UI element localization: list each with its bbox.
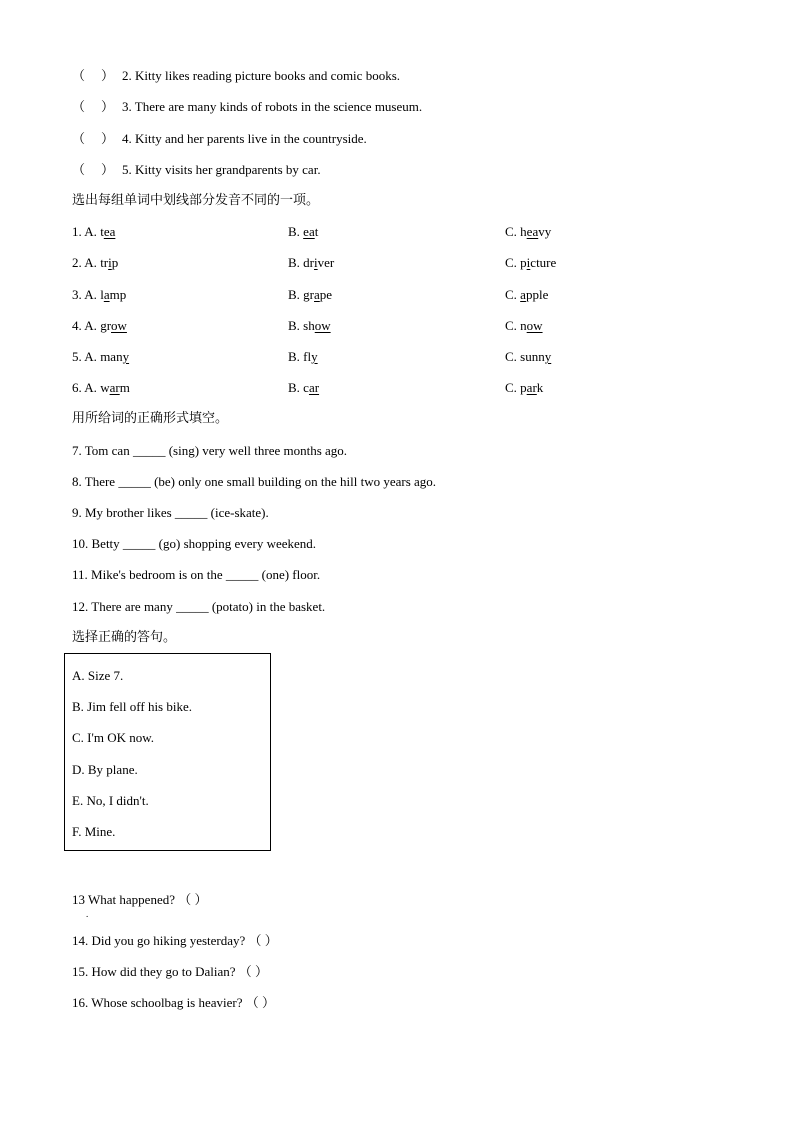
pronunciation-row [72, 224, 732, 240]
word: grape [303, 287, 333, 302]
underlined-part: a [103, 287, 110, 302]
item-text: Kitty visits her grandparents by car. [135, 162, 321, 177]
word-option-c [505, 287, 548, 303]
underlined-part: ar [109, 380, 120, 395]
word-option-c [505, 349, 551, 365]
question-item: 15. How did they go to Dalian? （ ） [72, 964, 269, 979]
pronunciation-row [72, 349, 732, 365]
underlined-part: ea [526, 224, 539, 239]
tf-item [72, 68, 400, 84]
option-label: C. [505, 287, 517, 302]
word-option-c [505, 380, 543, 396]
question-item: 14. Did you go hiking yesterday? （ ） [72, 933, 278, 948]
underlined-part: a [520, 287, 526, 302]
word: sunny [520, 349, 552, 364]
word: show [303, 318, 331, 333]
word: car [303, 380, 320, 395]
option-label: A. [84, 255, 97, 270]
fill-item: 12. There are many _____ (potato) in the basket. [72, 599, 326, 614]
pronunciation-row [72, 287, 732, 303]
item-text: Kitty and her parents live in the countryside. [135, 131, 367, 146]
word-option-a [72, 318, 127, 334]
word-option-a [72, 287, 126, 303]
word: many [100, 349, 130, 364]
row-number: 1. [72, 224, 82, 239]
answer-blank[interactable]: （ ） [72, 68, 115, 83]
word-option-b [288, 224, 318, 240]
option-label: B. [288, 318, 300, 333]
item-number: 2. [122, 68, 132, 83]
option-label: C. [505, 349, 517, 364]
underlined-part: y [311, 349, 318, 364]
word-option-b [288, 255, 334, 271]
answer-option: C. I'm OK now. [72, 730, 155, 745]
word-option-a [72, 255, 118, 271]
option-label: B. [288, 380, 300, 395]
answer-option: F. Mine. [72, 824, 116, 839]
underlined-part: i [108, 255, 112, 270]
word-option-b [288, 380, 319, 396]
word: fly [303, 349, 318, 364]
answer-option: E. No, I didn't. [72, 793, 149, 808]
word: picture [520, 255, 557, 270]
question-item: 13 What happened? （ ） [72, 892, 208, 907]
word-option-a [72, 380, 130, 396]
answer-option: D. By plane. [72, 762, 138, 777]
option-label: C. [505, 224, 517, 239]
section-heading-fill: 用所给词的正确形式填空。 [72, 411, 229, 426]
row-number: 2. [72, 255, 82, 270]
underlined-part: y [544, 349, 552, 364]
answer-blank[interactable]: （ ） [72, 162, 115, 177]
answer-blank[interactable]: （ ） [72, 99, 115, 114]
item-text: Kitty likes reading picture books and comic books. [135, 68, 401, 83]
answer-option: B. Jim fell off his bike. [72, 699, 193, 714]
underlined-part: ow [526, 318, 543, 333]
option-label: A. [84, 224, 97, 239]
word: now [520, 318, 543, 333]
answer-option: A. Size 7. [72, 668, 124, 683]
word-option-c [505, 318, 543, 334]
underlined-part: ea [103, 224, 116, 239]
option-label: C. [505, 255, 517, 270]
option-label: A. [84, 380, 97, 395]
word-option-a [72, 224, 115, 240]
underlined-part: i [314, 255, 318, 270]
question-item: 16. Whose schoolbag is heavier? （ ） [72, 995, 276, 1010]
option-label: B. [288, 349, 300, 364]
section-heading-answers: 选择正确的答句。 [72, 630, 177, 645]
tf-item [72, 131, 367, 147]
option-label: B. [288, 224, 300, 239]
option-label: C. [505, 380, 517, 395]
underlined-part: ea [303, 224, 315, 239]
underlined-part: ow [314, 318, 331, 333]
word: trip [100, 255, 119, 270]
section-heading-pronunciation: 选出每组单词中划线部分发音不同的一项。 [72, 193, 320, 208]
item-number: 4. [122, 131, 132, 146]
word: apple [520, 287, 549, 302]
underlined-part: a [314, 287, 320, 302]
option-label: C. [505, 318, 517, 333]
row-number: 6. [72, 380, 82, 395]
stray-mark: . [86, 909, 89, 919]
word: lamp [100, 287, 127, 302]
word: warm [100, 380, 130, 395]
fill-item: 10. Betty _____ (go) shopping every weekend. [72, 536, 317, 551]
word: driver [303, 255, 335, 270]
word: park [520, 380, 544, 395]
row-number: 3. [72, 287, 82, 302]
tf-item [72, 162, 321, 178]
word-option-b [288, 287, 332, 303]
word: heavy [520, 224, 552, 239]
word-option-a [72, 349, 129, 365]
fill-item: 7. Tom can _____ (sing) very well three months ago. [72, 443, 348, 458]
answer-blank[interactable]: （ ） [72, 131, 115, 146]
item-number: 5. [122, 162, 132, 177]
option-label: B. [288, 287, 300, 302]
word-option-c [505, 224, 551, 240]
option-label: A. [84, 287, 97, 302]
item-number: 3. [122, 99, 132, 114]
word: grow [100, 318, 127, 333]
option-label: B. [288, 255, 300, 270]
row-number: 5. [72, 349, 82, 364]
pronunciation-row [72, 255, 732, 271]
word: eat [303, 224, 319, 239]
underlined-part: i [526, 255, 531, 270]
tf-item [72, 99, 422, 115]
word: tea [100, 224, 116, 239]
underlined-part: ow [111, 318, 127, 333]
answer-options-box [64, 653, 271, 851]
underlined-part: y [122, 349, 130, 364]
pronunciation-row [72, 318, 732, 334]
word-option-b [288, 349, 318, 365]
fill-item: 9. My brother likes _____ (ice-skate). [72, 505, 269, 520]
word-option-c [505, 255, 556, 271]
fill-item: 11. Mike's bedroom is on the _____ (one) floor. [72, 567, 321, 582]
pronunciation-row [72, 380, 732, 396]
underlined-part: ar [526, 380, 537, 395]
option-label: A. [84, 349, 97, 364]
fill-item: 8. There _____ (be) only one small building on the hill two years ago. [72, 474, 437, 489]
underlined-part: ar [308, 380, 320, 395]
item-text: There are many kinds of robots in the science museum. [134, 99, 423, 114]
option-label: A. [84, 318, 97, 333]
row-number: 4. [72, 318, 82, 333]
word-option-b [288, 318, 331, 334]
